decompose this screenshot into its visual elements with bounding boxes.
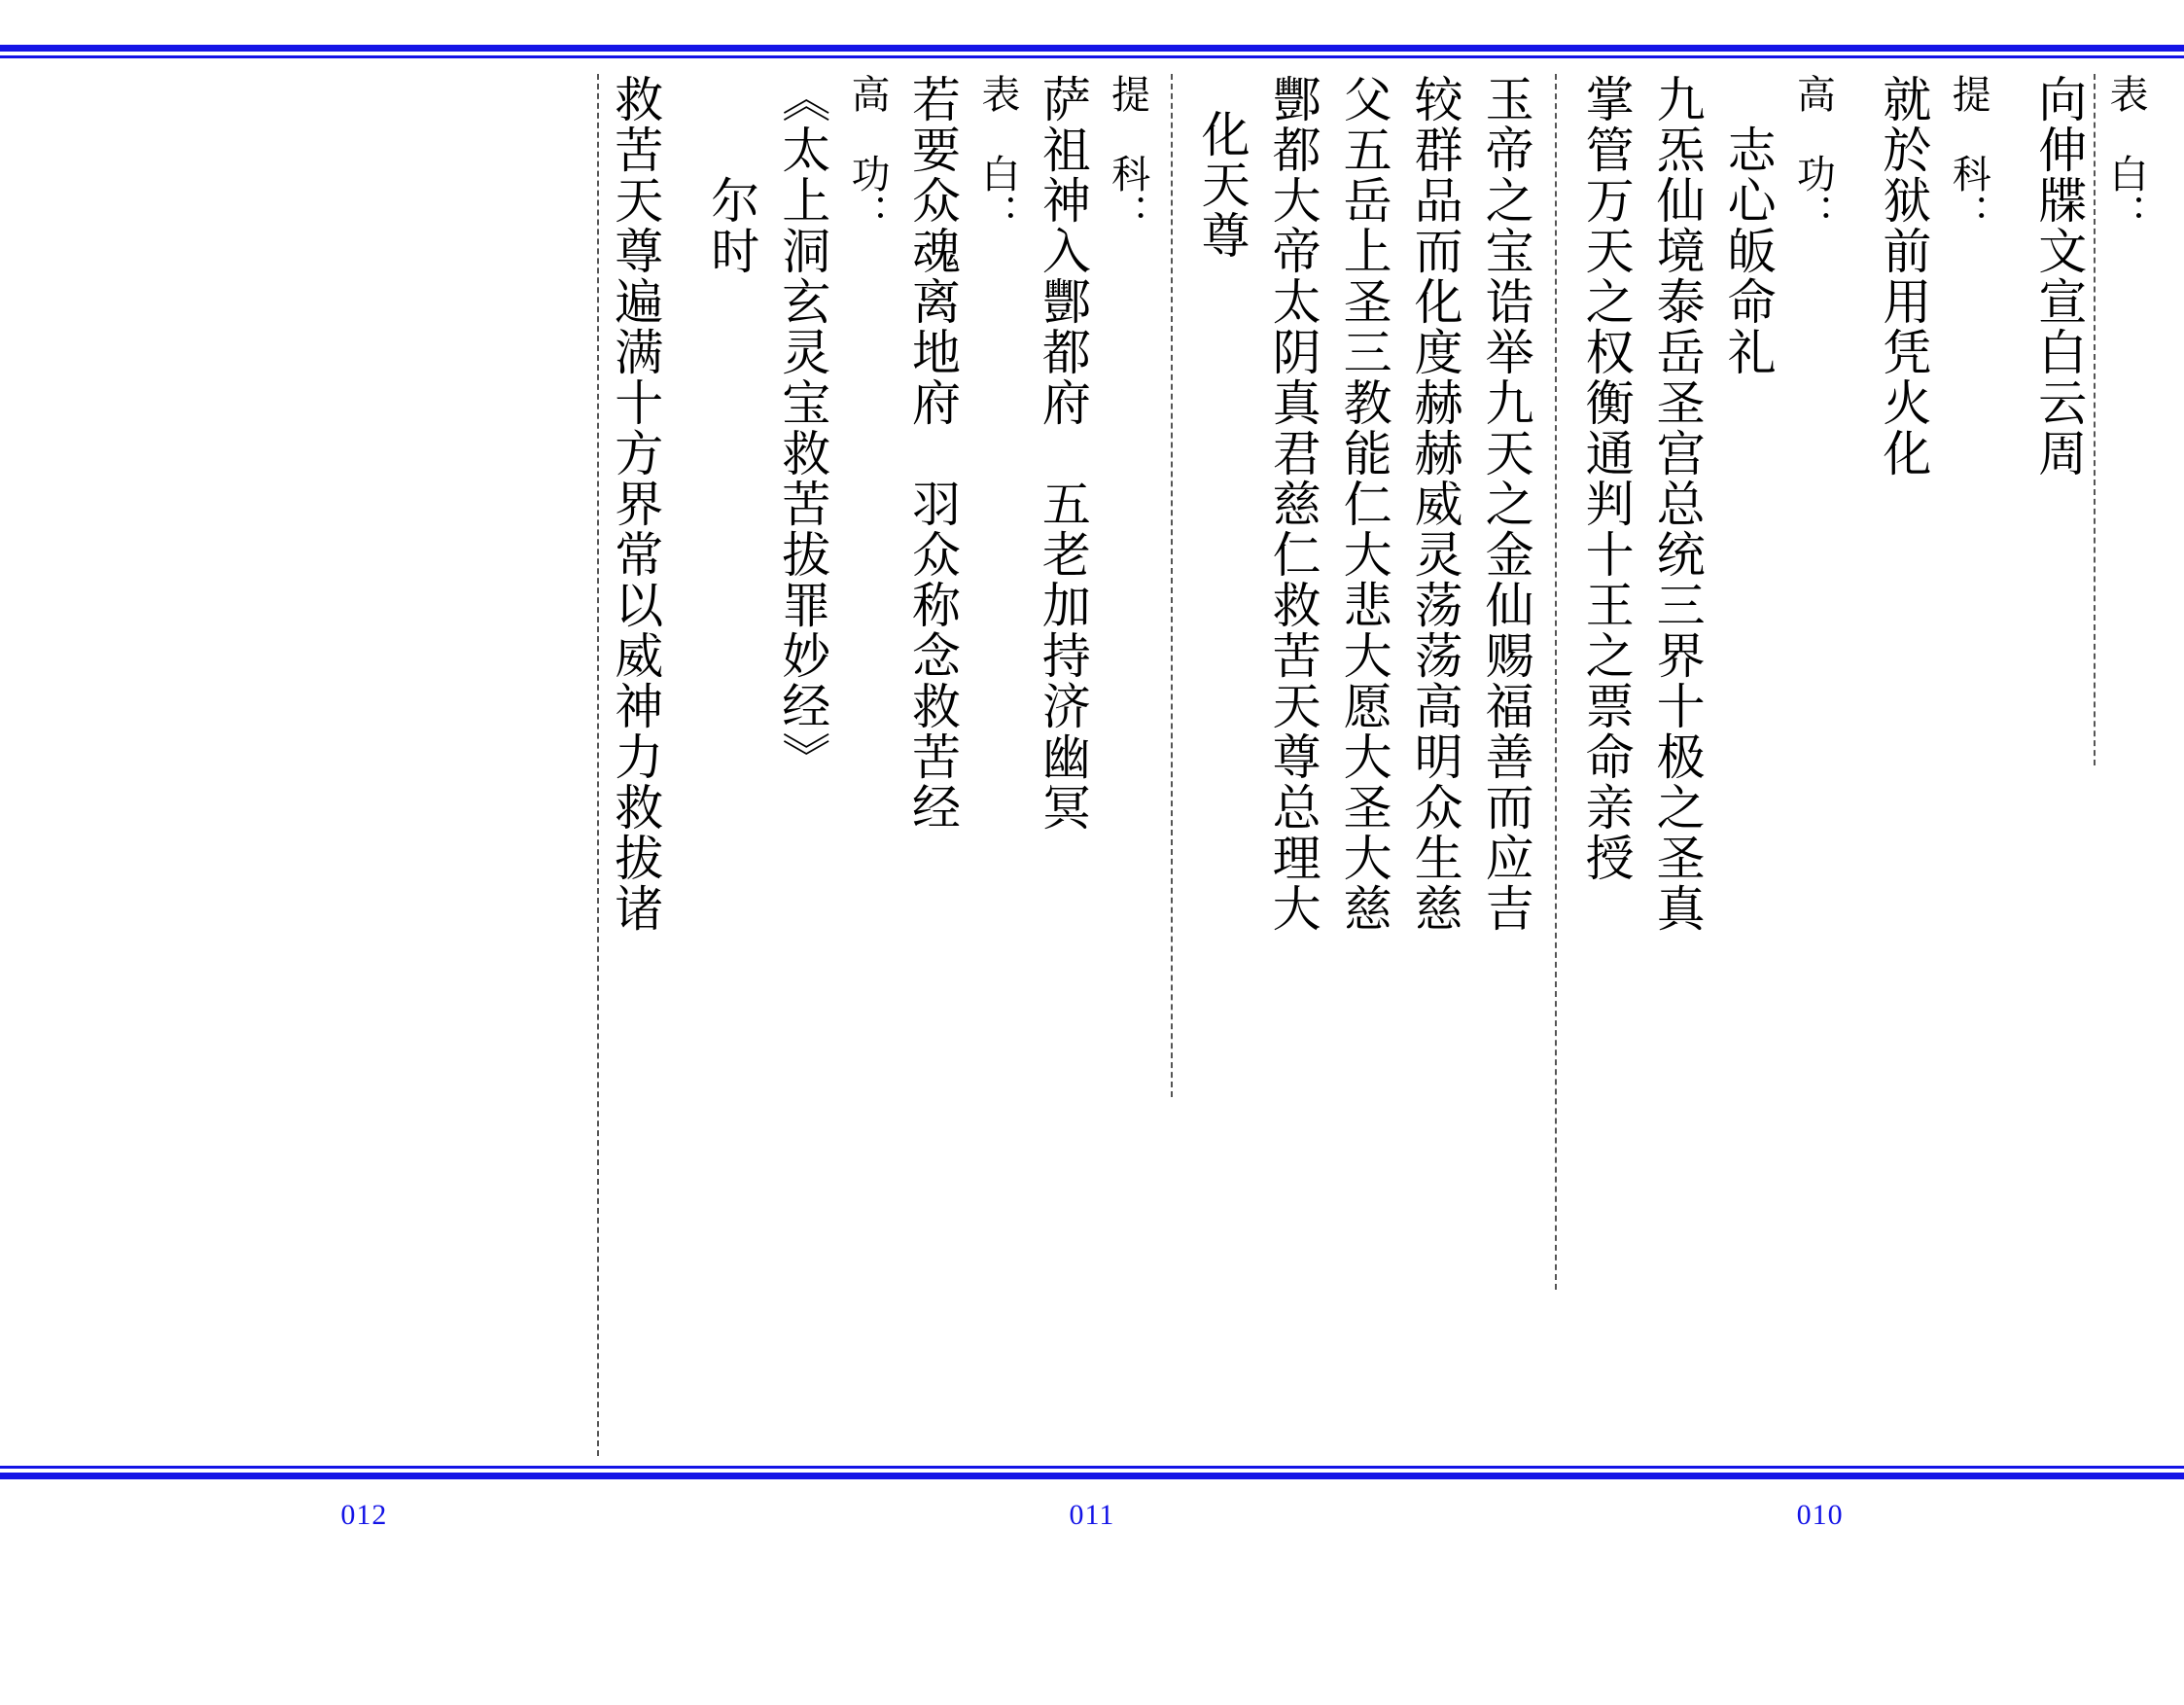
- text-line-010-4: 九炁仙境泰岳圣宫总统三界十极之圣真: [1649, 74, 1705, 934]
- bottom-rule-band: [0, 1466, 2184, 1479]
- panel-010: [1570, 74, 2155, 1456]
- vertical-text-area: [0, 58, 2184, 1466]
- page-number-010: 010: [1796, 1499, 1844, 1531]
- top-rule-thick: [0, 45, 2184, 52]
- panel-011: [1186, 74, 1541, 1456]
- speaker-label-biaobai-012: 表 白：: [975, 74, 1020, 233]
- speaker-label-gaogong-010: 高 功：: [1791, 74, 1836, 233]
- text-line-010-1: 向伸牒文宣白云周: [2031, 74, 2087, 479]
- text-line-010-3: 志心皈命礼: [1720, 74, 1776, 377]
- panel-divider-010-011: [1555, 74, 1557, 1290]
- text-line-011-2: 较群品而化度赫赫威灵荡荡高明众生慈: [1407, 74, 1462, 934]
- column-spacer: [1842, 74, 1867, 1456]
- speaker-label-tike-010: 提 科：: [1947, 74, 1991, 233]
- text-line-011-1: 玉帝之宝诰举九天之金仙赐福善而应吉: [1478, 74, 1533, 934]
- page-number-012: 012: [340, 1499, 388, 1531]
- column-spacer: [670, 74, 695, 1456]
- speaker-label-gaogong-012: 高 功：: [846, 74, 891, 233]
- page-number-footer: [0, 1487, 2184, 1544]
- page-number-011: 011: [1069, 1499, 1115, 1531]
- panel-divider-011-012: [1171, 74, 1173, 1097]
- text-line-010-2: 就於狱前用凭火化: [1876, 74, 1931, 479]
- column-spacer: [1997, 74, 2023, 1456]
- scripture-title-012: 《太上洞玄灵宝救苦拔罪妙经》: [775, 74, 830, 782]
- speaker-label-tike-012: 提 科：: [1106, 74, 1150, 233]
- text-line-012-2: 若要众魂离地府 羽众称念救苦经: [905, 74, 961, 833]
- text-line-011-5: 化天尊: [1194, 109, 1250, 261]
- panel-012: [597, 74, 1156, 1456]
- text-line-011-4: 酆都大帝太阴真君慈仁救苦天尊总理大: [1265, 74, 1321, 934]
- text-line-012-1: 萨祖神入酆都府 五老加持济幽冥: [1035, 74, 1090, 833]
- top-rule-band: [0, 45, 2184, 58]
- bottom-rule-thick: [0, 1473, 2184, 1479]
- speaker-label-biaobai-010: 表 白：: [2094, 74, 2155, 765]
- text-line-012-4: 救苦天尊遍满十方界常以威神力救拔诸: [597, 74, 670, 1456]
- text-line-012-3: 尔时: [704, 74, 759, 276]
- text-line-011-3: 父五岳上圣三教能仁大悲大愿大圣大慈: [1336, 74, 1391, 934]
- text-line-010-5: 掌管万天之权衡通判十王之票命亲授: [1578, 74, 1634, 883]
